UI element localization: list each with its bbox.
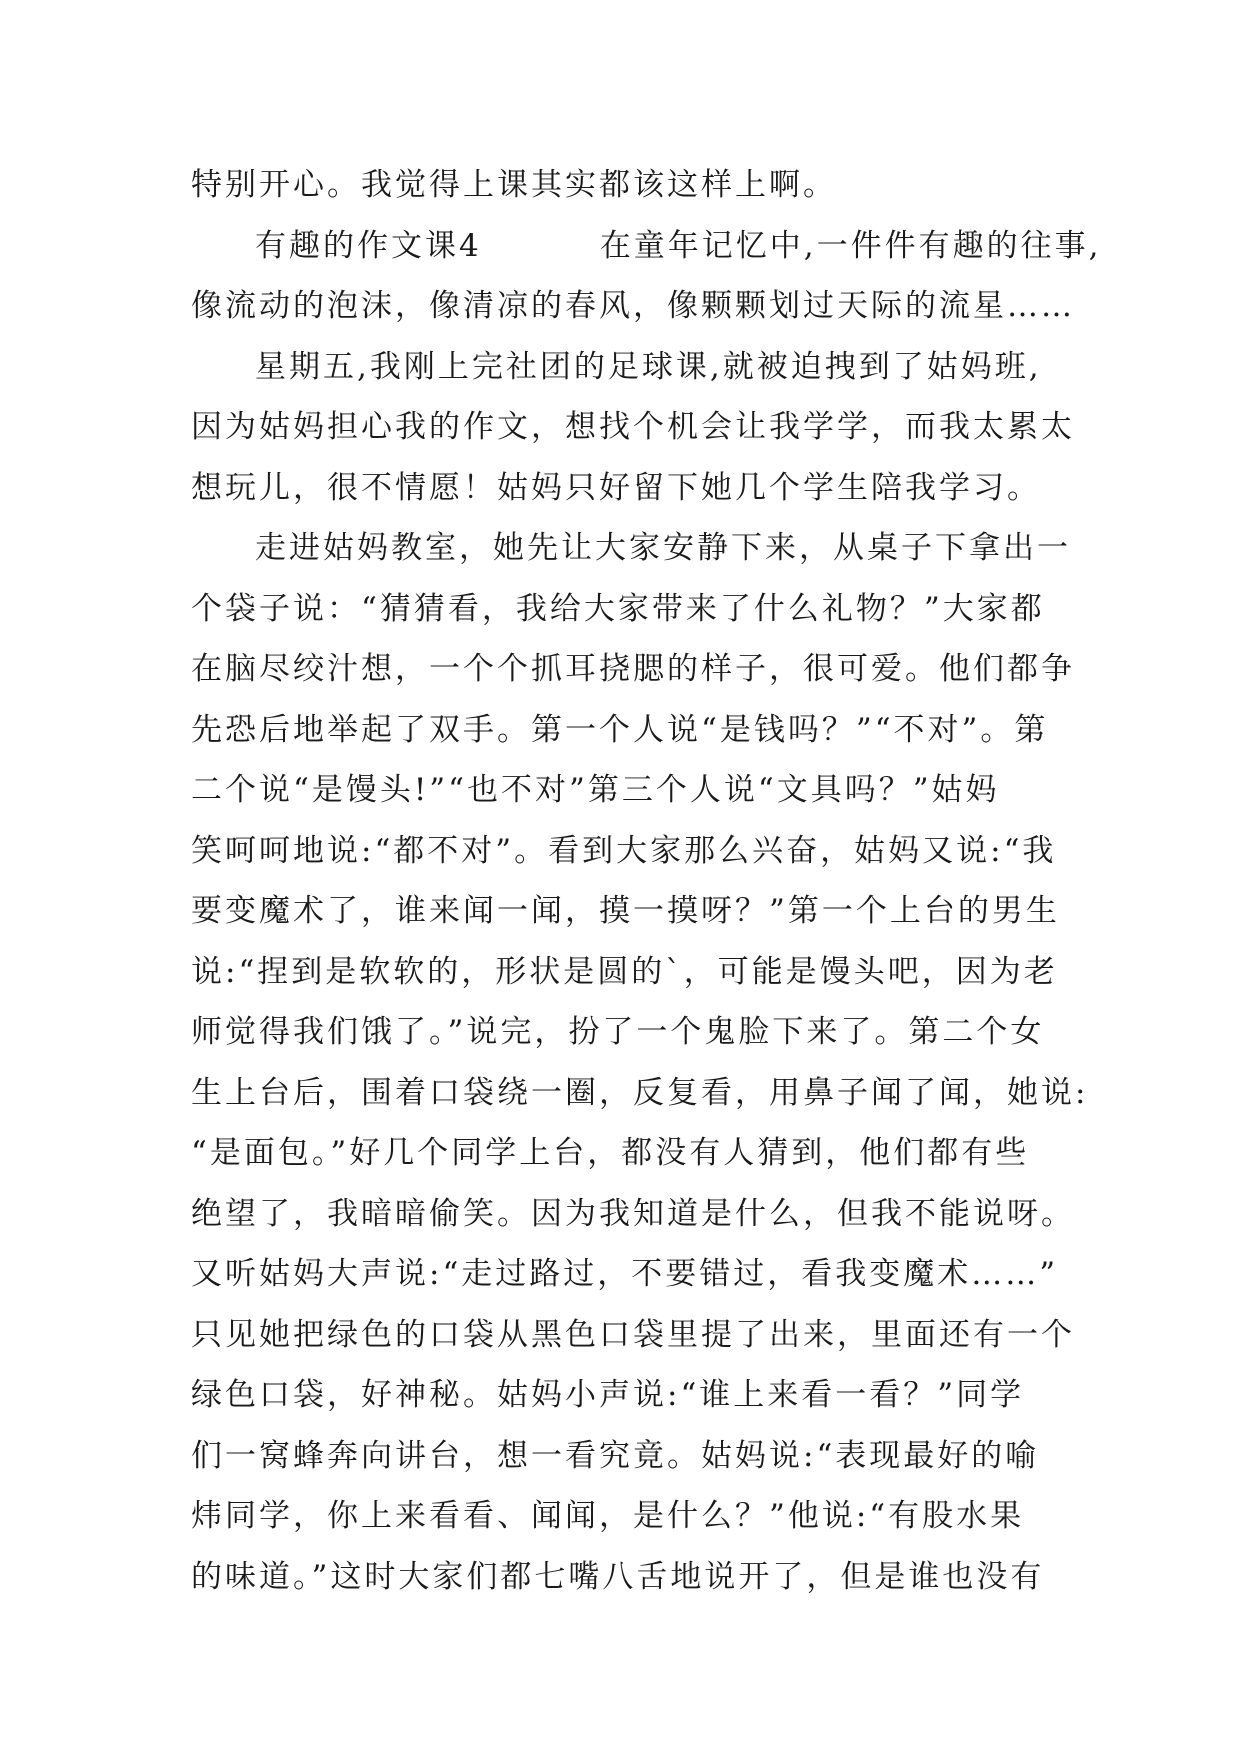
text-line: 师觉得我们饿了。”说完，扮了一个鬼脸下来了。第二个女	[191, 1014, 1045, 1050]
text-line: 生上台后，围着口袋绕一圈，反复看，用鼻子闻了闻，她说:	[191, 1074, 1089, 1111]
text-line: 又听姑妈大声说:“走过路过，不要错过，看我变魔术……”	[191, 1256, 1059, 1292]
text-line: 二个说“是馒头!”“也不对”第三个人说“文具吗？”姑妈	[191, 772, 1000, 808]
text-line: 要变魔术了，谁来闻一闻，摸一摸呀？”第一个上台的男生	[191, 893, 1060, 929]
text-line: 因为姑妈担心我的作文，想找个机会让我学学，而我太累太	[191, 409, 1075, 445]
text-line: 绿色口袋，好神秘。姑妈小声说:“谁上来看一看？”同学	[191, 1377, 1025, 1413]
text-line: 星期五,我刚上完社团的足球课,就被迫拽到了姑妈班,	[255, 348, 1042, 385]
text-line	[191, 216, 1102, 277]
section-heading: 有趣的作文课4	[255, 227, 482, 264]
text-line: 像流动的泡沫，像清凉的春风，像颗颗划过天际的流星……	[191, 288, 1075, 324]
text-line: 炜同学，你上来看看、闻闻，是什么？”他说:“有股水果	[191, 1498, 1025, 1534]
text-line: 只见她把绿色的口袋从黑色口袋里提了出来，里面还有一个	[191, 1316, 1075, 1353]
text-fragment: 在童年记忆中,一件件有趣的往事,	[599, 227, 1102, 264]
text-line: 想玩儿，很不情愿！姑妈只好留下她几个学生陪我学习。	[191, 469, 1041, 506]
body-text	[191, 155, 1102, 1607]
text-line: 特别开心。我觉得上课其实都该这样上啊。	[191, 167, 837, 203]
text-line: 先恐后地举起了双手。第一个人说“是钱吗？”“不对”。第	[191, 711, 1049, 748]
text-line: 在脑尽绞汁想，一个个抓耳挠腮的样子，很可爱。他们都争	[191, 651, 1075, 687]
text-line: 们一窝蜂奔向讲台，想一看究竟。姑妈说:“表现最好的喻	[191, 1437, 1040, 1474]
text-line: 笑呵呵地说:“都不对”。看到大家那么兴奋，姑妈又说:“我	[191, 832, 1057, 869]
text-line: 说:“捏到是软软的，形状是圆的`，可能是馒头吧，因为老	[191, 953, 1058, 990]
text-line: “是面包。”好几个同学上台，都没有人猜到，他们都有些	[191, 1135, 1030, 1171]
text-line: 绝望了，我暗暗偷笑。因为我知道是什么，但我不能说呀。	[191, 1195, 1075, 1232]
text-line: 走进姑妈教室，她先让大家安静下来，从桌子下拿出一	[255, 530, 1071, 566]
text-line: 个袋子说：“猜猜看，我给大家带来了什么礼物？”大家都	[191, 590, 1045, 627]
text-line: 的味道。”这时大家们都七嘴八舌地说开了，但是谁也没有	[191, 1558, 1045, 1595]
